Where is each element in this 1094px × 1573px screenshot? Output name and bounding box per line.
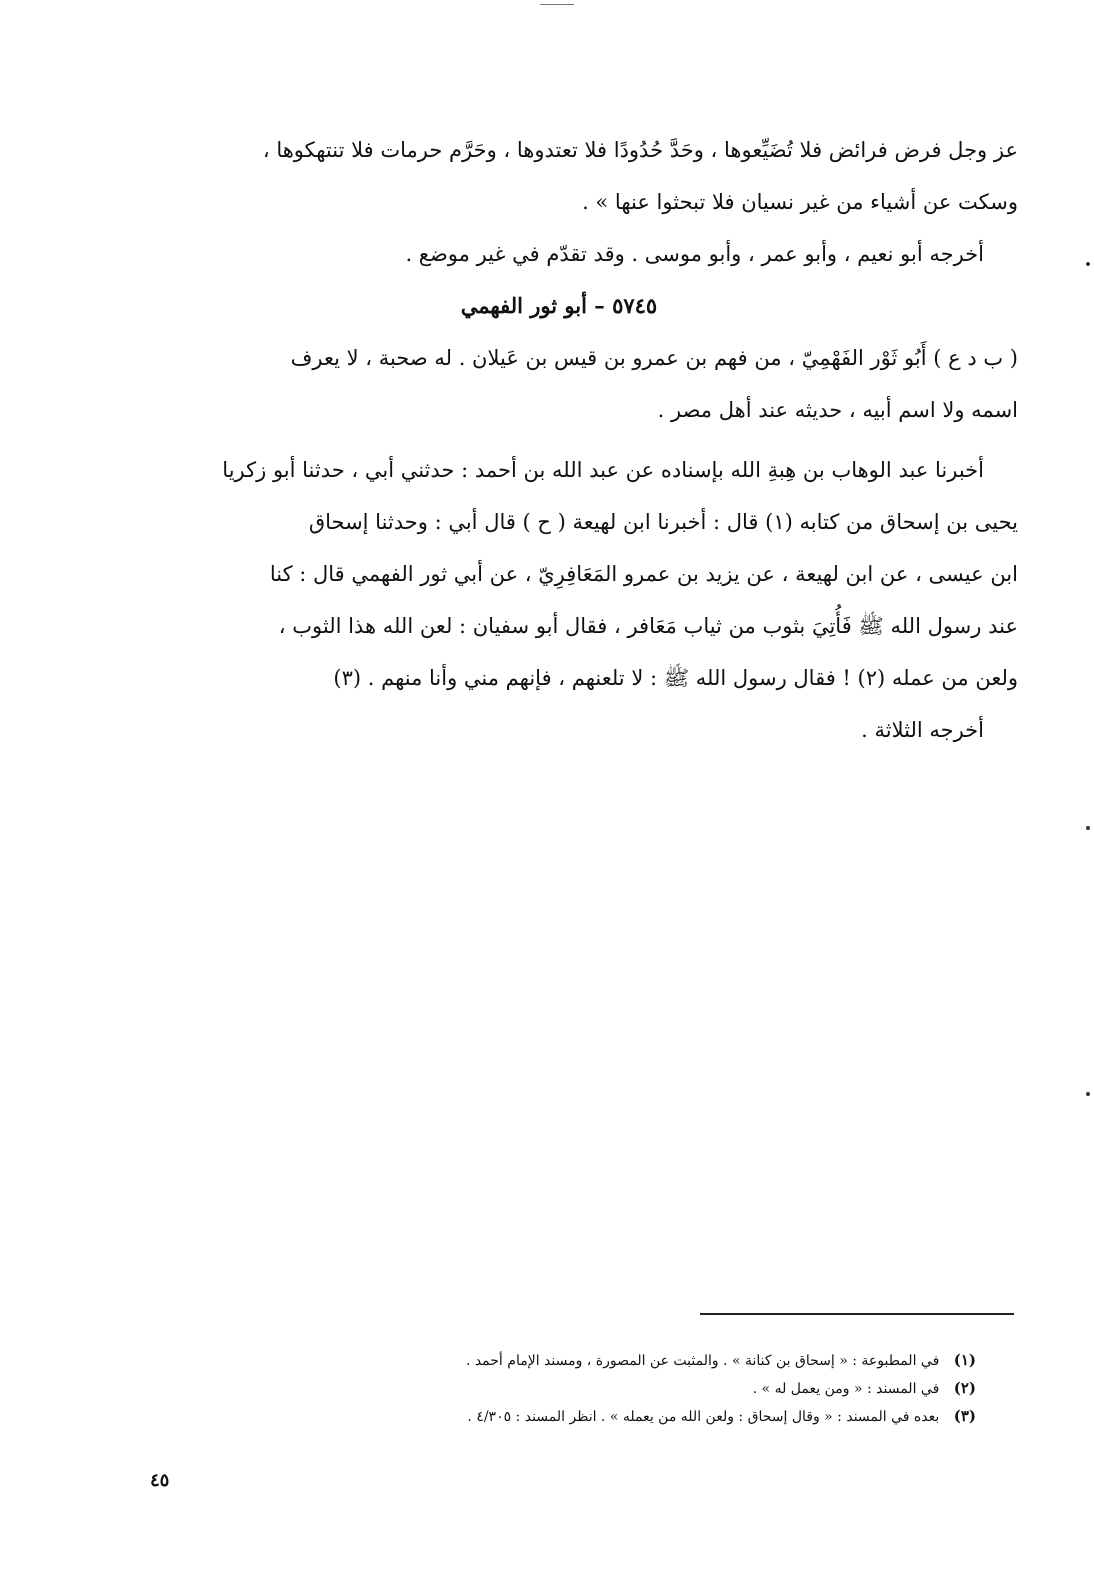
footnote-text: في المسند : « ومن يعمل له » . (752, 1381, 940, 1397)
scan-speck (1086, 262, 1090, 266)
scan-speck (1086, 1092, 1090, 1096)
paragraph-line: أخبرنا عبد الوهاب بن هِبةِ الله بإسناده عن عبد الله بن أحمد : حدثني أبي ، حدثنا أبو زكريا (222, 458, 984, 482)
top-rule (540, 4, 574, 5)
footnote-number: (١) (953, 1351, 976, 1369)
footnote (216, 1402, 976, 1430)
paragraph-line: أخرجه أبو نعيم ، وأبو عمر ، وأبو موسى . وقد تقدّم في غير موضع . (405, 242, 984, 266)
footnote-number: (٣) (953, 1407, 976, 1425)
page-number: ٤٥ (150, 1470, 170, 1491)
footnote (216, 1374, 976, 1402)
entry-heading: ٥٧٤٥ – أبو ثور الفهمي (460, 293, 658, 318)
footnote-number: (٢) (953, 1379, 976, 1397)
footnote-text: بعده في المسند : « وقال إسحاق : ولعن الله من يعمله » . انظر المسند : ٤/٣٠٥ . (467, 1409, 940, 1425)
paragraph-line: يحيى بن إسحاق من كتابه (١) قال : أخبرنا ابن لهيعة ( ح ) قال أبي : وحدثنا إسحاق (308, 510, 1018, 534)
footnote-text: في المطبوعة : « إسحاق بن كنانة » . والمثبت عن المصورة ، ومسند الإمام أحمد . (465, 1353, 940, 1369)
footnote-separator (700, 1313, 1014, 1315)
paragraph-line: أخرجه الثلاثة . (861, 718, 984, 742)
footnotes (216, 1346, 976, 1430)
paragraph-line: اسمه ولا اسم أبيه ، حديثه عند أهل مصر . (657, 398, 1018, 422)
paragraph-line: ابن عيسى ، عن ابن لهيعة ، عن يزيد بن عمرو المَعَافِرِيّ ، عن أبي ثور الفهمي قال : كنا (269, 562, 1018, 586)
paragraph-line: عز وجل فرض فرائض فلا تُضَيِّعوها ، وحَدَّ حُدُودًا فلا تعتدوها ، وحَرَّم حرمات فلا تنتهكوها ، (262, 138, 1018, 162)
scan-speck (1086, 826, 1090, 830)
paragraph-line: عند رسول الله ﷺ فَأُتِيَ بثوب من ثياب مَعَافر ، فقال أبو سفيان : لعن الله هذا الثوب ، (278, 614, 1018, 638)
footnote (216, 1346, 976, 1374)
paragraph-line: وسكت عن أشياء من غير نسيان فلا تبحثوا عنها » . (582, 190, 1018, 214)
paragraph-line: ( ب د ع ) أَبُو ثَوْر الفَهْمِيّ ، من فهم بن عمرو بن قيس بن عَيلان . له صحبة ، لا يعرف (290, 346, 1018, 370)
paragraph-line: ولعن من عمله (٢) ! فقال رسول الله ﷺ : لا تلعنهم ، فإنهم مني وأنا منهم . (٣) (333, 666, 1018, 690)
main-text (140, 124, 1018, 756)
